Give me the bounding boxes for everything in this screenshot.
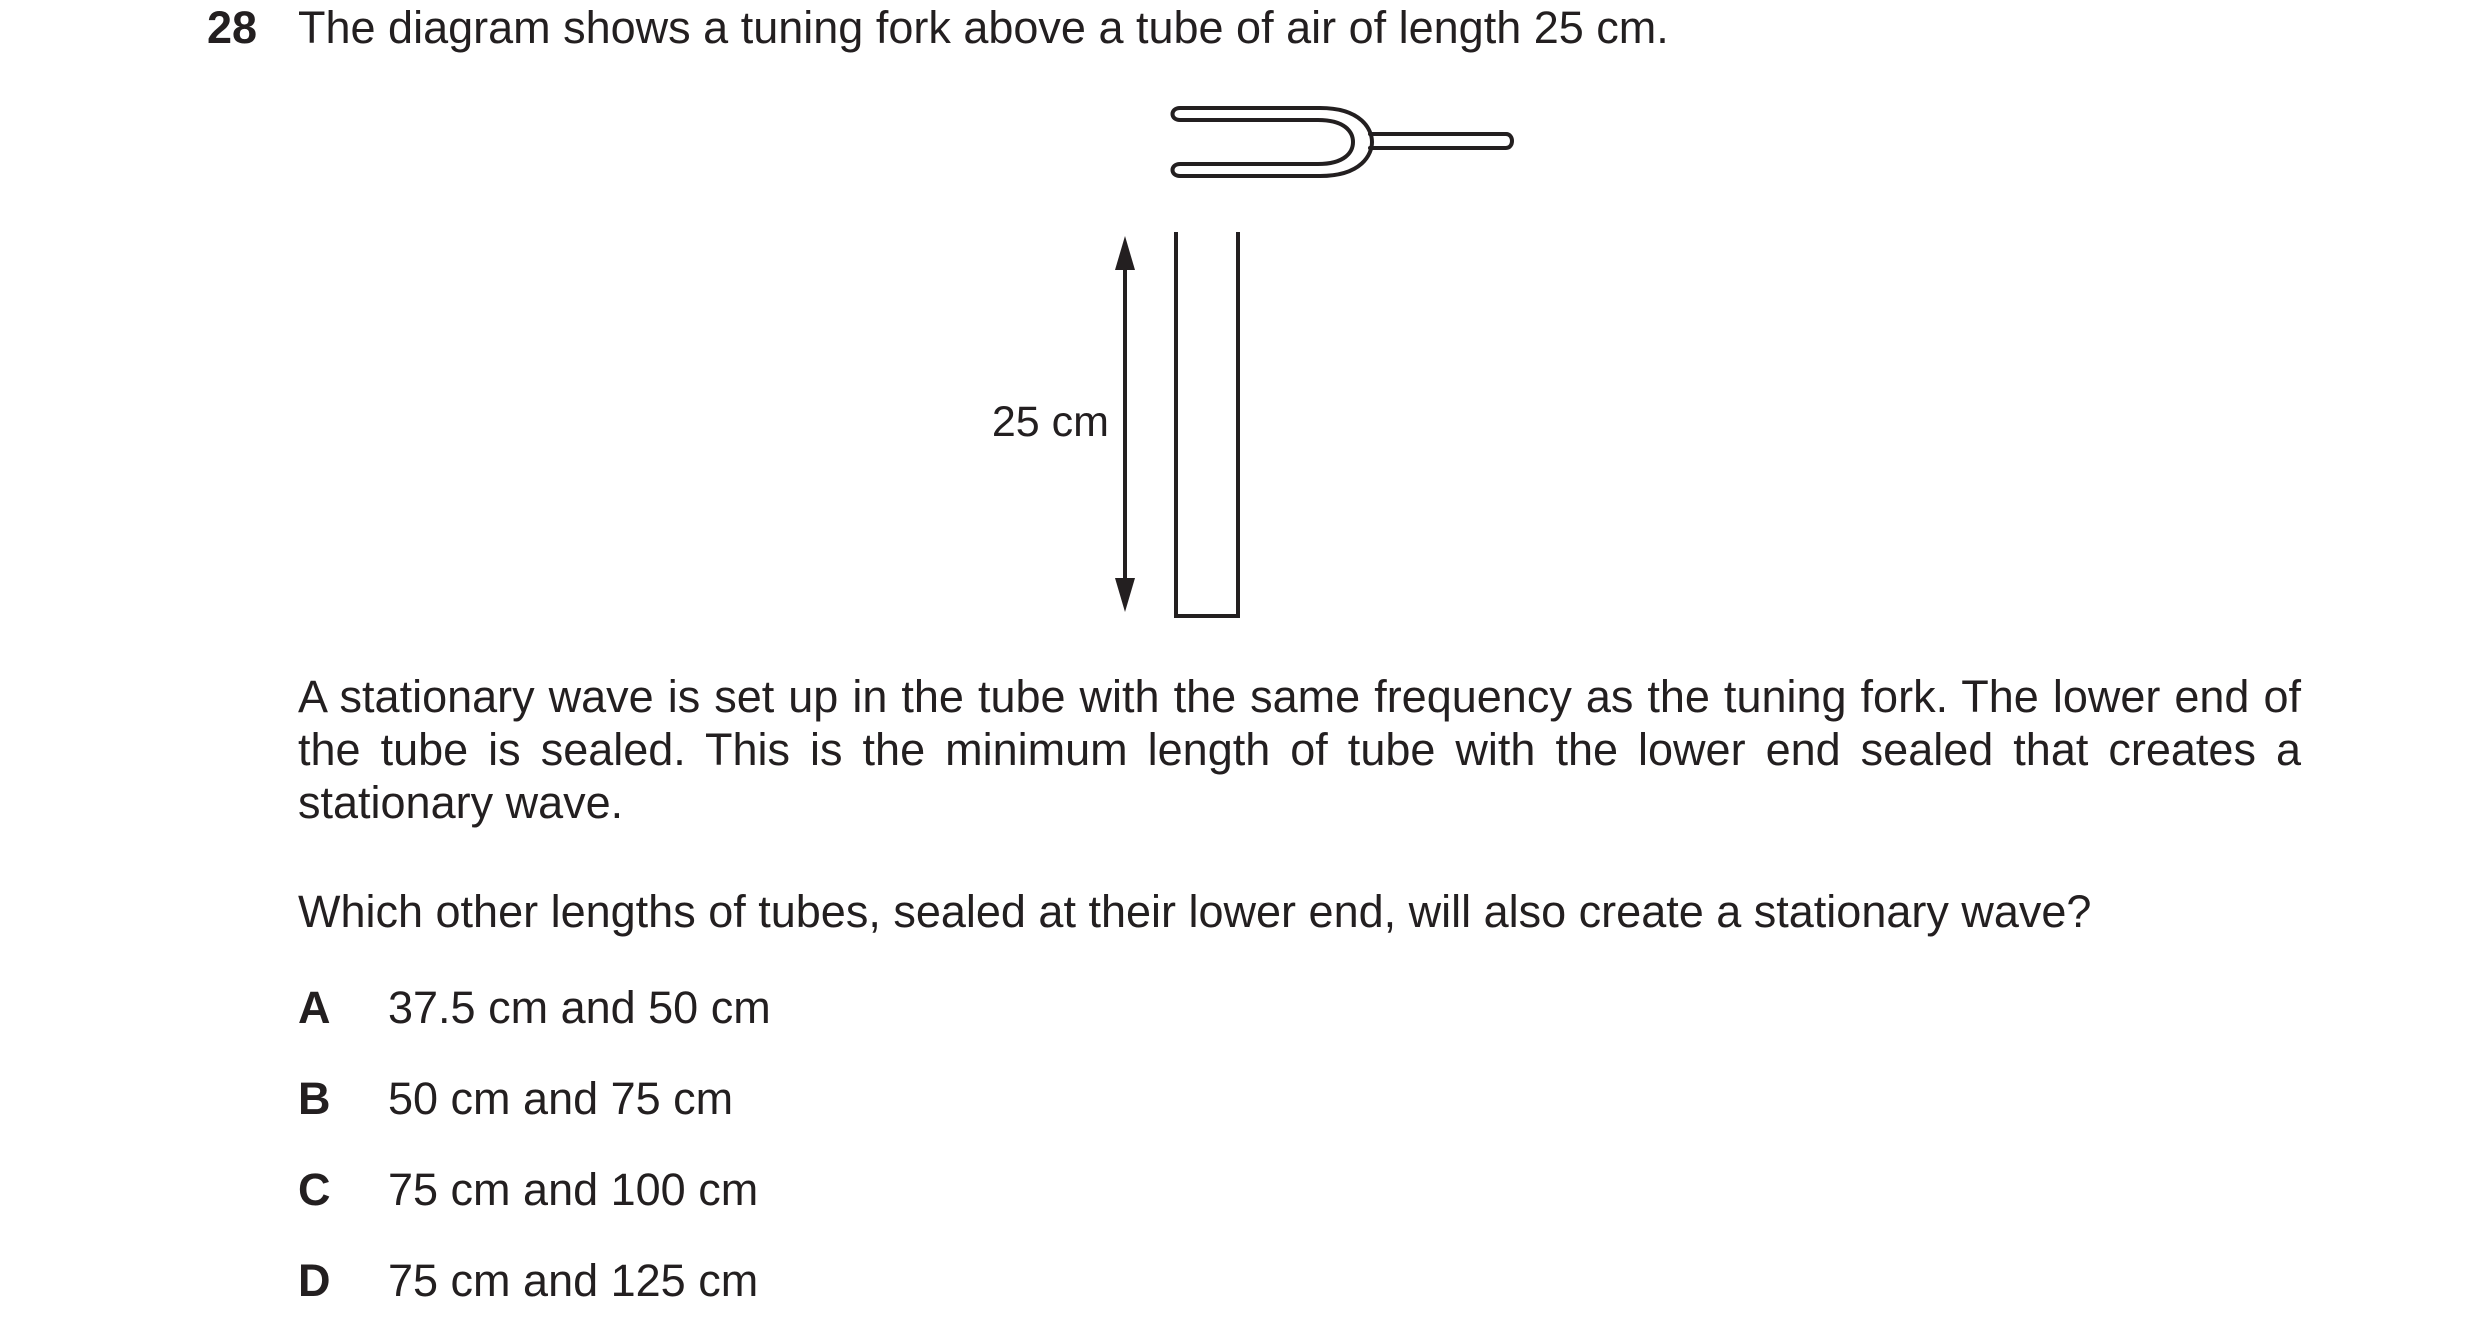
option-text: 50 cm and 75 cm	[388, 1073, 734, 1124]
tuning-fork	[1173, 108, 1513, 176]
question-stem: The diagram shows a tuning fork above a tube of air of length 25 cm.	[298, 2, 1669, 53]
option-letter: B	[298, 1073, 331, 1124]
length-label: 25 cm	[991, 398, 1109, 446]
option-letter: A	[298, 982, 331, 1033]
question-number: 28	[207, 2, 258, 53]
option-text: 75 cm and 100 cm	[388, 1164, 759, 1215]
question-prompt: Which other lengths of tubes, sealed at their lower end, will also create a stationary wave?	[298, 886, 2092, 937]
option-letter: D	[298, 1255, 331, 1306]
length-arrow	[1115, 236, 1135, 612]
option-letter: C	[298, 1164, 331, 1215]
tuning-fork-tube-diagram	[0, 0, 2480, 660]
option-text: 37.5 cm and 50 cm	[388, 982, 771, 1033]
description-paragraph: A stationary wave is set up in the tube with the same frequency as the tuning fork. The lower end of the tube is sealed. This is the minimum length of tube with the lower end sealed that creates a stationary wave.	[298, 671, 2301, 828]
air-tube	[1176, 232, 1238, 616]
option-text: 75 cm and 125 cm	[388, 1255, 759, 1306]
